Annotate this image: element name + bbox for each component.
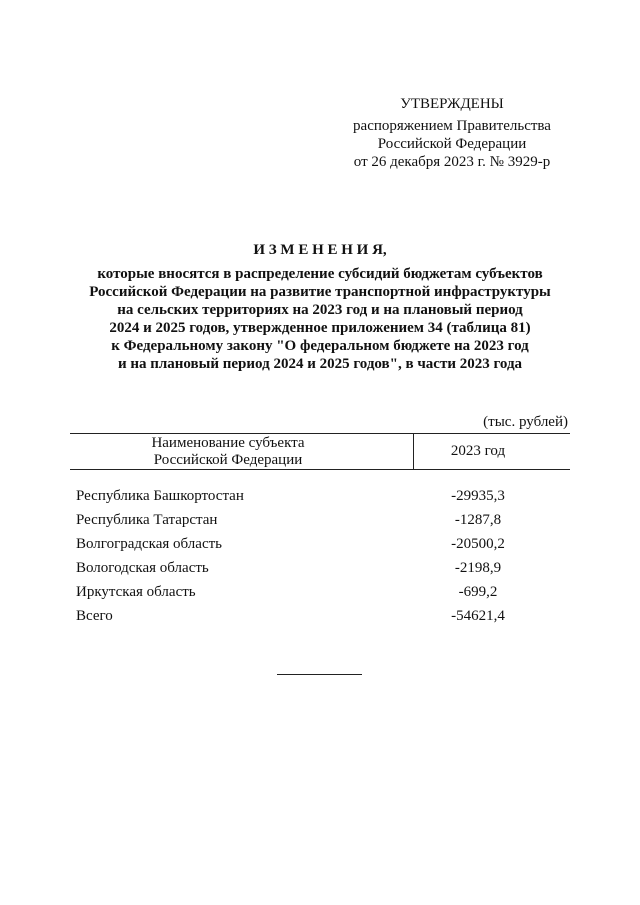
region-name: Вологодская область bbox=[76, 559, 209, 576]
heading-subtitle-line: которые вносятся в распределение субсидий бюджетам субъектов bbox=[97, 266, 543, 282]
approval-title: УТВЕРЖДЕНЫ bbox=[400, 96, 504, 112]
table-body bbox=[70, 470, 570, 628]
region-name: Республика Башкортостан bbox=[76, 487, 244, 504]
table-row-total bbox=[70, 604, 570, 628]
table-header bbox=[70, 433, 570, 470]
region-value: -2198,9 bbox=[454, 559, 502, 576]
total-value: -54621,4 bbox=[451, 607, 505, 624]
region-name: Волгоградская область bbox=[76, 535, 222, 552]
total-label: Всего bbox=[76, 607, 113, 624]
column-header-region bbox=[70, 434, 414, 469]
table-row bbox=[70, 484, 570, 508]
approval-line: от 26 декабря 2023 г. № 3929-р bbox=[353, 154, 551, 170]
allocation-table bbox=[70, 433, 570, 628]
table-row bbox=[70, 508, 570, 532]
column-header-region-line: Российской Федерации bbox=[153, 451, 303, 468]
table-row bbox=[70, 532, 570, 556]
document-heading bbox=[0, 241, 640, 373]
heading-subtitle-line: Российской Федерации на развитие транспортной инфраструктуры bbox=[89, 284, 551, 300]
heading-subtitle-line: к Федеральному закону "О федеральном бюджете на 2023 год bbox=[111, 338, 529, 354]
end-divider bbox=[277, 674, 362, 675]
column-header-region-line: Наименование субъекта bbox=[151, 434, 305, 451]
heading-subtitle-line: и на плановый период 2024 и 2025 годов", в части 2023 года bbox=[117, 356, 523, 372]
approval-line: распоряжением Правительства bbox=[353, 118, 551, 134]
region-value: -29935,3 bbox=[451, 487, 505, 504]
heading-title: И З М Е Н Е Н И Я, bbox=[253, 242, 387, 258]
region-value: -699,2 bbox=[458, 583, 498, 600]
column-header-year: 2023 год bbox=[450, 443, 506, 459]
table-row bbox=[70, 556, 570, 580]
heading-subtitle-line: 2024 и 2025 годов, утвержденное приложением 34 (таблица 81) bbox=[109, 320, 531, 336]
approval-block bbox=[332, 95, 572, 171]
approval-line: Российской Федерации bbox=[377, 136, 527, 152]
region-value: -1287,8 bbox=[454, 511, 502, 528]
table-row bbox=[70, 580, 570, 604]
region-name: Республика Татарстан bbox=[76, 511, 218, 528]
units-label: (тыс. рублей) bbox=[483, 414, 568, 430]
heading-subtitle-line: на сельских территориях на 2023 год и на плановый период bbox=[117, 302, 523, 318]
region-name: Иркутская область bbox=[76, 583, 196, 600]
region-value: -20500,2 bbox=[451, 535, 505, 552]
